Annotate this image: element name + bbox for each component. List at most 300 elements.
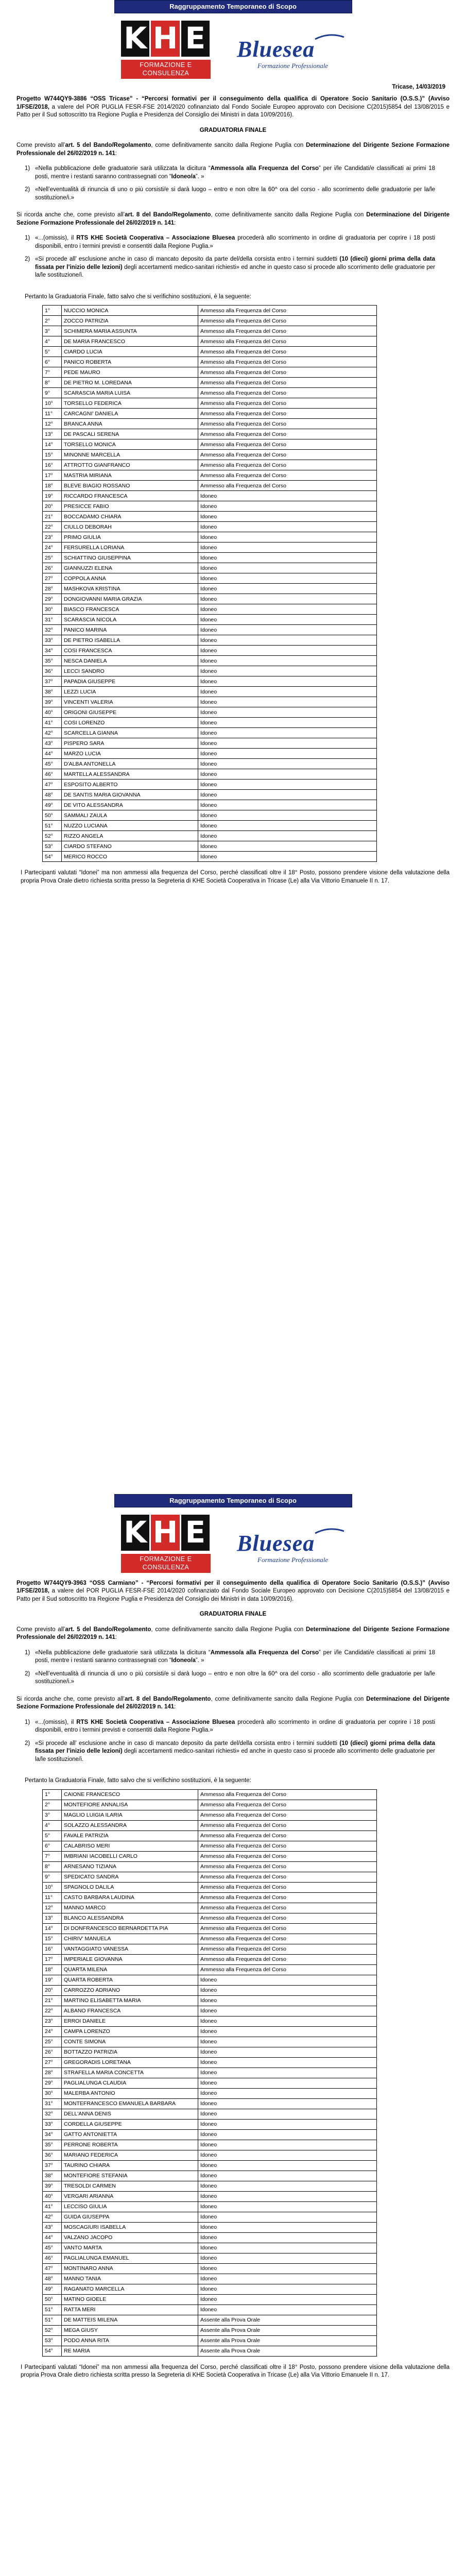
table-row xyxy=(43,718,377,728)
khe-logo-letter-k: K xyxy=(121,1515,149,1551)
ranking-status-cell: Ammesso alla Frequenza del Corso xyxy=(198,429,377,439)
bluesea-logo-tagline: Formazione Professionale xyxy=(257,61,329,70)
ranking-position-cell: 46° xyxy=(43,769,62,779)
table-row xyxy=(43,2129,377,2140)
table-row xyxy=(43,512,377,522)
table-row xyxy=(43,1964,377,1975)
table-row xyxy=(43,357,377,367)
ranking-status-cell: Idoneo xyxy=(198,738,377,749)
ranking-status-cell: Idoneo xyxy=(198,728,377,738)
ranking-position-cell: 33° xyxy=(43,2119,62,2129)
table-row xyxy=(43,2315,377,2325)
ranking-status-cell: Idoneo xyxy=(198,718,377,728)
table-row xyxy=(43,749,377,759)
ranking-name-cell: ALBANO FRANCESCA xyxy=(62,2006,198,2016)
ranking-position-cell: 37° xyxy=(43,676,62,687)
ranking-status-cell: Idoneo xyxy=(198,759,377,769)
ranking-status-cell: Ammesso alla Frequenza del Corso xyxy=(198,1872,377,1882)
ranking-position-cell: 16° xyxy=(43,460,62,470)
table-row xyxy=(43,2171,377,2181)
ranking-position-cell: 4° xyxy=(43,1820,62,1831)
ranking-name-cell: BLEVE BIAGIO ROSSANO xyxy=(62,481,198,491)
ranking-name-cell: COSI FRANCESCA xyxy=(62,646,198,656)
ranking-position-cell: 23° xyxy=(43,2016,62,2026)
table-row xyxy=(43,615,377,625)
ranking-status-cell: Idoneo xyxy=(198,1995,377,2006)
ranking-status-cell: Ammesso alla Frequenza del Corso xyxy=(198,1820,377,1831)
ranking-status-cell: Ammesso alla Frequenza del Corso xyxy=(198,460,377,470)
ranking-name-cell: PRESICCE FABIO xyxy=(62,501,198,512)
ranking-status-cell: Ammesso alla Frequenza del Corso xyxy=(198,1964,377,1975)
ranking-position-cell: 5° xyxy=(43,1831,62,1841)
table-row xyxy=(43,1810,377,1820)
rule-item: 2) «Nell’eventualità di rinuncia di uno o più corsisti/e si darà luogo – entro e non oltre la 60^ ora del corso - allo scorrimento delle graduatorie per la/le sostituzione/i.» xyxy=(25,1670,435,1685)
ranking-position-cell: 32° xyxy=(43,625,62,635)
table-row xyxy=(43,367,377,378)
table-row xyxy=(43,646,377,656)
khe-logo-subtitle: FORMAZIONE E CONSULENZA xyxy=(121,60,211,79)
ranking-name-cell: DONGIOVANNI MARIA GRAZIA xyxy=(62,594,198,604)
ranking-name-cell: MINONNE MARCELLA xyxy=(62,450,198,460)
ranking-status-cell: Idoneo xyxy=(198,2057,377,2067)
ranking-name-cell: SPAGNOLO DALILA xyxy=(62,1882,198,1892)
ranking-position-cell: 43° xyxy=(43,2222,62,2232)
ranking-name-cell: SCARASCIA NICOLA xyxy=(62,615,198,625)
khe-logo-letter-h: H xyxy=(151,21,179,57)
ranking-position-cell: 7° xyxy=(43,1851,62,1861)
ranking-status-cell: Idoneo xyxy=(198,512,377,522)
ranking-status-cell: Ammesso alla Frequenza del Corso xyxy=(198,1861,377,1872)
ranking-status-cell: Idoneo xyxy=(198,625,377,635)
ranking-status-cell: Idoneo xyxy=(198,810,377,821)
ranking-status-cell: Idoneo xyxy=(198,2098,377,2109)
ranking-name-cell: MONTEFIORE ANNALISA xyxy=(62,1800,198,1810)
ranking-name-cell: CONTE SIMONA xyxy=(62,2037,198,2047)
ranking-status-cell: Idoneo xyxy=(198,2274,377,2284)
ranking-status-cell: Ammesso alla Frequenza del Corso xyxy=(198,1831,377,1841)
table-row xyxy=(43,378,377,388)
ranking-status-cell: Idoneo xyxy=(198,2243,377,2253)
ranking-name-cell: DE PIETRO M. LOREDANA xyxy=(62,378,198,388)
ranking-status-cell: Ammesso alla Frequenza del Corso xyxy=(198,388,377,398)
ranking-position-cell: 31° xyxy=(43,615,62,625)
table-row xyxy=(43,604,377,615)
ranking-status-cell: Ammesso alla Frequenza del Corso xyxy=(198,450,377,460)
table-row xyxy=(43,1903,377,1913)
ranking-name-cell: NUCCIO MONICA xyxy=(62,306,198,316)
ranking-position-cell: 25° xyxy=(43,553,62,563)
ranking-position-cell: 15° xyxy=(43,450,62,460)
ranking-position-cell: 1° xyxy=(43,1789,62,1800)
table-row xyxy=(43,697,377,707)
table-row xyxy=(43,316,377,326)
ranking-status-cell: Idoneo xyxy=(198,604,377,615)
ranking-name-cell: MEGA GIUSY xyxy=(62,2325,198,2335)
ranking-name-cell: ORIGONI GIUSEPPE xyxy=(62,707,198,718)
ranking-position-cell: 42° xyxy=(43,728,62,738)
ranking-name-cell: CIULLO DEBORAH xyxy=(62,522,198,532)
ranking-position-cell: 25° xyxy=(43,2037,62,2047)
khe-logo xyxy=(121,1515,211,1571)
ranking-status-cell: Ammesso alla Frequenza del Corso xyxy=(198,357,377,367)
ranking-name-cell: RIZZO ANGELA xyxy=(62,831,198,841)
ranking-position-cell: 18° xyxy=(43,481,62,491)
ranking-name-cell: PAGLIALUNGA CLAUDIA xyxy=(62,2078,198,2088)
ranking-status-cell: Ammesso alla Frequenza del Corso xyxy=(198,336,377,347)
table-row xyxy=(43,429,377,439)
ranking-status-cell: Idoneo xyxy=(198,594,377,604)
ranking-name-cell: PODO ANNA RITA xyxy=(62,2335,198,2346)
project-intro: Progetto W744QY9-3963 “OSS Carmiano” - “Percorsi formativi per il conseguimento della qualifica di Operatore Socio Sanitario (O.S.S.)” (Avviso 1/FSE/2018, a valere del POR PUGLIA FESR-FSE 2014/2020 cofinanziato dal Fondo Sociale Europeo approvato con Decisione C(2015)5854 del 13/08/2015 e Patto per il Sud sottoscritto tra Regione Puglia e Presidenza del Consiglio dei Ministri in data 10/09/2016). xyxy=(16,1580,450,1602)
ranking-position-cell: 6° xyxy=(43,1841,62,1851)
ranking-status-cell: Ammesso alla Frequenza del Corso xyxy=(198,409,377,419)
ranking-name-cell: CAMPA LORENZO xyxy=(62,2026,198,2037)
table-row xyxy=(43,769,377,779)
ranking-name-cell: PAPADIA GIUSEPPE xyxy=(62,676,198,687)
ranking-position-cell: 48° xyxy=(43,790,62,800)
rule-item: 1) «...(omissis), il RTS KHE Società Cooperativa – Associazione Bluesea procederà allo scorrimento in ordine di graduatoria per coprire i 18 posti disponibili, entro i termini previsti e consentiti dalla Regione Puglia.» xyxy=(25,235,436,249)
ranking-name-cell: BIASCO FRANCESCA xyxy=(62,604,198,615)
ranking-position-cell: 12° xyxy=(43,419,62,429)
ranking-name-cell: PISPERO SARA xyxy=(62,738,198,749)
ranking-position-cell: 35° xyxy=(43,2140,62,2150)
bluesea-logo xyxy=(237,34,345,70)
ranking-name-cell: DE SANTIS MARIA GIOVANNA xyxy=(62,790,198,800)
ranking-position-cell: 41° xyxy=(43,718,62,728)
ranking-name-cell: MASHKOVA KRISTINA xyxy=(62,584,198,594)
ranking-status-cell: Idoneo xyxy=(198,563,377,573)
ranking-position-cell: 3° xyxy=(43,1810,62,1820)
ranking-position-cell: 49° xyxy=(43,800,62,810)
table-row xyxy=(43,779,377,790)
ranking-name-cell: MANNO TANIA xyxy=(62,2274,198,2284)
header-banner: Raggruppamento Temporaneo di Scopo xyxy=(114,0,352,13)
ranking-position-cell: 26° xyxy=(43,563,62,573)
ranking-position-cell: 13° xyxy=(43,1913,62,1923)
ranking-position-cell: 45° xyxy=(43,2243,62,2253)
table-row xyxy=(43,1954,377,1964)
ranking-name-cell: LECCISO GIULIA xyxy=(62,2201,198,2212)
table-row xyxy=(43,1861,377,1872)
ranking-status-cell: Idoneo xyxy=(198,2160,377,2171)
khe-logo xyxy=(121,21,211,77)
footnote: I Partecipanti valutati “Idonei” ma non ammessi alla frequenza del Corso, perché classificati oltre il 18° Posto, possono prendere visione della valutazione della propria Prova Orale dietro richiesta scritta presso la Segreteria di KHE Società Cooperativa in Tricase (Le) alla Via Vittorio Emanuele II n. 17. xyxy=(21,2364,450,2379)
ranking-position-cell: 7° xyxy=(43,367,62,378)
ranking-name-cell: PANICO ROBERTA xyxy=(62,357,198,367)
ranking-position-cell: 34° xyxy=(43,2129,62,2140)
ranking-position-cell: 10° xyxy=(43,398,62,409)
ranking-status-cell: Ammesso alla Frequenza del Corso xyxy=(198,316,377,326)
ranking-position-cell: 14° xyxy=(43,1923,62,1934)
ranking-status-cell: Idoneo xyxy=(198,2171,377,2181)
ranking-position-cell: 43° xyxy=(43,738,62,749)
ranking-name-cell: MATINO GIOELE xyxy=(62,2294,198,2304)
ranking-status-cell: Idoneo xyxy=(198,522,377,532)
table-row xyxy=(43,1831,377,1841)
table-row xyxy=(43,676,377,687)
ranking-status-cell: Idoneo xyxy=(198,666,377,676)
table-row xyxy=(43,2284,377,2294)
ranking-position-cell: 18° xyxy=(43,1964,62,1975)
ranking-name-cell: MOSCAGIURI ISABELLA xyxy=(62,2222,198,2232)
ranking-position-cell: 47° xyxy=(43,2263,62,2274)
ranking-position-cell: 40° xyxy=(43,2191,62,2201)
ranking-name-cell: DE MARIA FRANCESCO xyxy=(62,336,198,347)
ranking-name-cell: NUZZO LUCIANA xyxy=(62,821,198,831)
table-row xyxy=(43,2119,377,2129)
ranking-name-cell: QUARTA MILENA xyxy=(62,1964,198,1975)
ranking-name-cell: CIARDO STEFANO xyxy=(62,841,198,852)
ranking-position-cell: 42° xyxy=(43,2212,62,2222)
ranking-status-cell: Ammesso alla Frequenza del Corso xyxy=(198,326,377,336)
table-row xyxy=(43,2201,377,2212)
ranking-status-cell: Ammesso alla Frequenza del Corso xyxy=(198,1789,377,1800)
ranking-status-cell: Ammesso alla Frequenza del Corso xyxy=(198,419,377,429)
ranking-status-cell: Assente alla Prova Orale xyxy=(198,2346,377,2356)
ranking-name-cell: RATTA MERI xyxy=(62,2304,198,2315)
ranking-position-cell: 51° xyxy=(43,2315,62,2325)
ranking-name-cell: CARCAGNI' DANIELA xyxy=(62,409,198,419)
table-row xyxy=(43,532,377,543)
ranking-status-cell: Idoneo xyxy=(198,2201,377,2212)
ranking-position-cell: 52° xyxy=(43,2325,62,2335)
ranking-position-cell: 50° xyxy=(43,2294,62,2304)
ranking-position-cell: 35° xyxy=(43,656,62,666)
table-row xyxy=(43,790,377,800)
khe-logo-letter-e: E xyxy=(181,21,210,57)
ranking-position-cell: 32° xyxy=(43,2109,62,2119)
table-row xyxy=(43,594,377,604)
ranking-status-cell: Idoneo xyxy=(198,501,377,512)
table-row xyxy=(43,2222,377,2232)
ranking-status-cell: Idoneo xyxy=(198,2016,377,2026)
ranking-name-cell: GREGORADIS LORETANA xyxy=(62,2057,198,2067)
article-8-paragraph: Si ricorda anche che, come previsto all’art. 8 del Bando/Regolamento, come definitivamente sancito dalla Regione Puglia con Determinazione del Dirigente Sezione Formazione Professionale del 26/02/2019 n. 141: xyxy=(16,212,450,226)
ranking-position-cell: 2° xyxy=(43,1800,62,1810)
table-row xyxy=(43,2253,377,2263)
ranking-name-cell: RE MARIA xyxy=(62,2346,198,2356)
ranking-position-cell: 8° xyxy=(43,1861,62,1872)
ranking-status-cell: Idoneo xyxy=(198,2253,377,2263)
ranking-status-cell: Idoneo xyxy=(198,2047,377,2057)
table-row xyxy=(43,2078,377,2088)
table-row xyxy=(43,1820,377,1831)
ranking-status-cell: Idoneo xyxy=(198,2222,377,2232)
ranking-name-cell: MONTINARO ANNA xyxy=(62,2263,198,2274)
table-row xyxy=(43,470,377,481)
table-row xyxy=(43,563,377,573)
ranking-status-cell: Ammesso alla Frequenza del Corso xyxy=(198,1913,377,1923)
ranking-status-cell: Idoneo xyxy=(198,2037,377,2047)
ranking-position-cell: 27° xyxy=(43,573,62,584)
rule-item: 1) «Nella pubblicazione delle graduatorie sarà utilizzata la dicitura “Ammesso/a alla Frequenza del Corso” per i/le Candidati/e classificati ai primi 18 posti, mentre i restanti saranno contrassegnati con “Idoneo/a”. » xyxy=(25,165,435,180)
ranking-position-cell: 31° xyxy=(43,2098,62,2109)
table-row xyxy=(43,821,377,831)
ranking-name-cell: VANTAGGIATO VANESSA xyxy=(62,1944,198,1954)
ranking-position-cell: 24° xyxy=(43,2026,62,2037)
ranking-name-cell: SCARCELLA GIANNA xyxy=(62,728,198,738)
ranking-position-cell: 22° xyxy=(43,522,62,532)
ranking-name-cell: MANNO MARCO xyxy=(62,1903,198,1913)
ranking-status-cell: Idoneo xyxy=(198,2212,377,2222)
table-row xyxy=(43,841,377,852)
ranking-status-cell: Idoneo xyxy=(198,821,377,831)
ranking-name-cell: GUIDA GIUSEPPA xyxy=(62,2212,198,2222)
table-row xyxy=(43,326,377,336)
table-row xyxy=(43,543,377,553)
ranking-status-cell: Idoneo xyxy=(198,2150,377,2160)
ranking-status-cell: Ammesso alla Frequenza del Corso xyxy=(198,1954,377,1964)
ranking-status-cell: Idoneo xyxy=(198,2140,377,2150)
ranking-name-cell: PAGLIALUNGA EMANUEL xyxy=(62,2253,198,2263)
bluesea-logo-tagline: Formazione Professionale xyxy=(257,1555,329,1564)
ranking-status-cell: Ammesso alla Frequenza del Corso xyxy=(198,378,377,388)
khe-logo-letter-e: E xyxy=(181,1515,210,1551)
ranking-position-cell: 29° xyxy=(43,2078,62,2088)
ranking-position-cell: 36° xyxy=(43,2150,62,2160)
ranking-position-cell: 12° xyxy=(43,1903,62,1913)
table-row xyxy=(43,2191,377,2201)
ranking-status-cell: Idoneo xyxy=(198,491,377,501)
table-row xyxy=(43,1934,377,1944)
ranking-name-cell: VINCENTI VALERIA xyxy=(62,697,198,707)
ranking-position-cell: 30° xyxy=(43,2088,62,2098)
ranking-status-cell: Idoneo xyxy=(198,2088,377,2098)
ranking-table xyxy=(42,1789,377,2357)
ranking-status-cell: Idoneo xyxy=(198,790,377,800)
ranking-status-cell: Idoneo xyxy=(198,1975,377,1985)
table-row xyxy=(43,656,377,666)
ranking-status-cell: Idoneo xyxy=(198,2026,377,2037)
ranking-position-cell: 44° xyxy=(43,2232,62,2243)
table-row xyxy=(43,2098,377,2109)
ranking-position-cell: 5° xyxy=(43,347,62,357)
table-row xyxy=(43,831,377,841)
ranking-name-cell: GATTO ANTONIETTA xyxy=(62,2129,198,2140)
table-row xyxy=(43,2243,377,2253)
ranking-name-cell: CAIONE FRANCESCO xyxy=(62,1789,198,1800)
ranking-position-cell: 3° xyxy=(43,326,62,336)
ranking-name-cell: SPEDICATO SANDRA xyxy=(62,1872,198,1882)
ranking-name-cell: COSI LORENZO xyxy=(62,718,198,728)
ranking-status-cell: Idoneo xyxy=(198,2119,377,2129)
ranking-status-cell: Idoneo xyxy=(198,573,377,584)
ranking-position-cell: 24° xyxy=(43,543,62,553)
ranking-position-cell: 39° xyxy=(43,2181,62,2191)
table-row xyxy=(43,2150,377,2160)
ranking-name-cell: MARTELLA ALESSANDRA xyxy=(62,769,198,779)
table-row xyxy=(43,460,377,470)
ranking-status-cell: Ammesso alla Frequenza del Corso xyxy=(198,398,377,409)
rule-item: 2) «Si procede all’ esclusione anche in caso di mancato deposito da parte del/della corsista entro i termini suddetti (10 (dieci) giorni prima della data fissata per l’inizio delle lezioni) degli accertamenti medico-sanitari richiesti» ed anche in questo caso si procede allo scorrimento delle graduatorie per la/le sostituzione/i. xyxy=(25,1740,435,1762)
ranking-name-cell: D'ALBA ANTONELLA xyxy=(62,759,198,769)
ranking-position-cell: 34° xyxy=(43,646,62,656)
table-row xyxy=(43,2016,377,2026)
khe-logo-subtitle: FORMAZIONE E CONSULENZA xyxy=(121,1554,211,1573)
table-row xyxy=(43,2274,377,2284)
table-row xyxy=(43,1872,377,1882)
table-row xyxy=(43,2232,377,2243)
ranking-position-cell: 54° xyxy=(43,2346,62,2356)
ranking-name-cell: VANTO MARTA xyxy=(62,2243,198,2253)
ranking-name-cell: ZOCCO PATRIZIA xyxy=(62,316,198,326)
table-row xyxy=(43,501,377,512)
ranking-name-cell: ATTROTTO GIANFRANCO xyxy=(62,460,198,470)
ranking-status-cell: Ammesso alla Frequenza del Corso xyxy=(198,1903,377,1913)
ranking-status-cell: Idoneo xyxy=(198,749,377,759)
ranking-name-cell: VERGARI ARIANNA xyxy=(62,2191,198,2201)
ranking-name-cell: CARROZZO ADRIANO xyxy=(62,1985,198,1995)
ranking-position-cell: 10° xyxy=(43,1882,62,1892)
ranking-status-cell: Idoneo xyxy=(198,2294,377,2304)
ranking-position-cell: 45° xyxy=(43,759,62,769)
ranking-position-cell: 38° xyxy=(43,687,62,697)
ranking-position-cell: 53° xyxy=(43,2335,62,2346)
table-row xyxy=(43,388,377,398)
ranking-position-cell: 38° xyxy=(43,2171,62,2181)
ranking-position-cell: 21° xyxy=(43,512,62,522)
ranking-status-cell: Ammesso alla Frequenza del Corso xyxy=(198,1944,377,1954)
ranking-position-cell: 48° xyxy=(43,2274,62,2284)
ranking-position-cell: 4° xyxy=(43,336,62,347)
ranking-status-cell: Idoneo xyxy=(198,676,377,687)
table-row xyxy=(43,2088,377,2098)
ranking-status-cell: Idoneo xyxy=(198,852,377,862)
table-row xyxy=(43,409,377,419)
ranking-name-cell: PANICO MARINA xyxy=(62,625,198,635)
table-row xyxy=(43,810,377,821)
ranking-position-cell: 54° xyxy=(43,852,62,862)
ranking-position-cell: 26° xyxy=(43,2047,62,2057)
ranking-position-cell: 33° xyxy=(43,635,62,646)
ranking-status-cell: Idoneo xyxy=(198,2067,377,2078)
khe-logo-letter-k: K xyxy=(121,21,149,57)
ranking-table xyxy=(42,305,377,862)
table-row xyxy=(43,481,377,491)
ranking-status-cell: Idoneo xyxy=(198,553,377,563)
ranking-name-cell: TORSELLO FEDERICA xyxy=(62,398,198,409)
ranking-name-cell: NESCA DANIELA xyxy=(62,656,198,666)
ranking-position-cell: 14° xyxy=(43,439,62,450)
ranking-status-cell: Idoneo xyxy=(198,2129,377,2140)
ranking-name-cell: MALERBA ANTONIO xyxy=(62,2088,198,2098)
ranking-position-cell: 9° xyxy=(43,388,62,398)
ranking-status-cell: Idoneo xyxy=(198,2232,377,2243)
ranking-status-cell: Idoneo xyxy=(198,1985,377,1995)
ranking-position-cell: 51° xyxy=(43,821,62,831)
ranking-name-cell: ESPOSITO ALBERTO xyxy=(62,779,198,790)
ranking-name-cell: ARNESANO TIZIANA xyxy=(62,1861,198,1872)
ranking-status-cell: Idoneo xyxy=(198,584,377,594)
ranking-position-cell: 27° xyxy=(43,2057,62,2067)
table-row xyxy=(43,2181,377,2191)
table-row xyxy=(43,1995,377,2006)
table-row xyxy=(43,2067,377,2078)
ranking-position-cell: 11° xyxy=(43,409,62,419)
header-banner: Raggruppamento Temporaneo di Scopo xyxy=(114,1494,352,1507)
ranking-status-cell: Ammesso alla Frequenza del Corso xyxy=(198,347,377,357)
ranking-status-cell: Assente alla Prova Orale xyxy=(198,2335,377,2346)
table-row xyxy=(43,707,377,718)
ranking-position-cell: 37° xyxy=(43,2160,62,2171)
table-row xyxy=(43,635,377,646)
bluesea-logo xyxy=(237,1528,345,1564)
ranking-position-cell: 50° xyxy=(43,810,62,821)
ranking-position-cell: 46° xyxy=(43,2253,62,2263)
table-row xyxy=(43,2140,377,2150)
ranking-status-cell: Ammesso alla Frequenza del Corso xyxy=(198,306,377,316)
ranking-status-cell: Idoneo xyxy=(198,615,377,625)
